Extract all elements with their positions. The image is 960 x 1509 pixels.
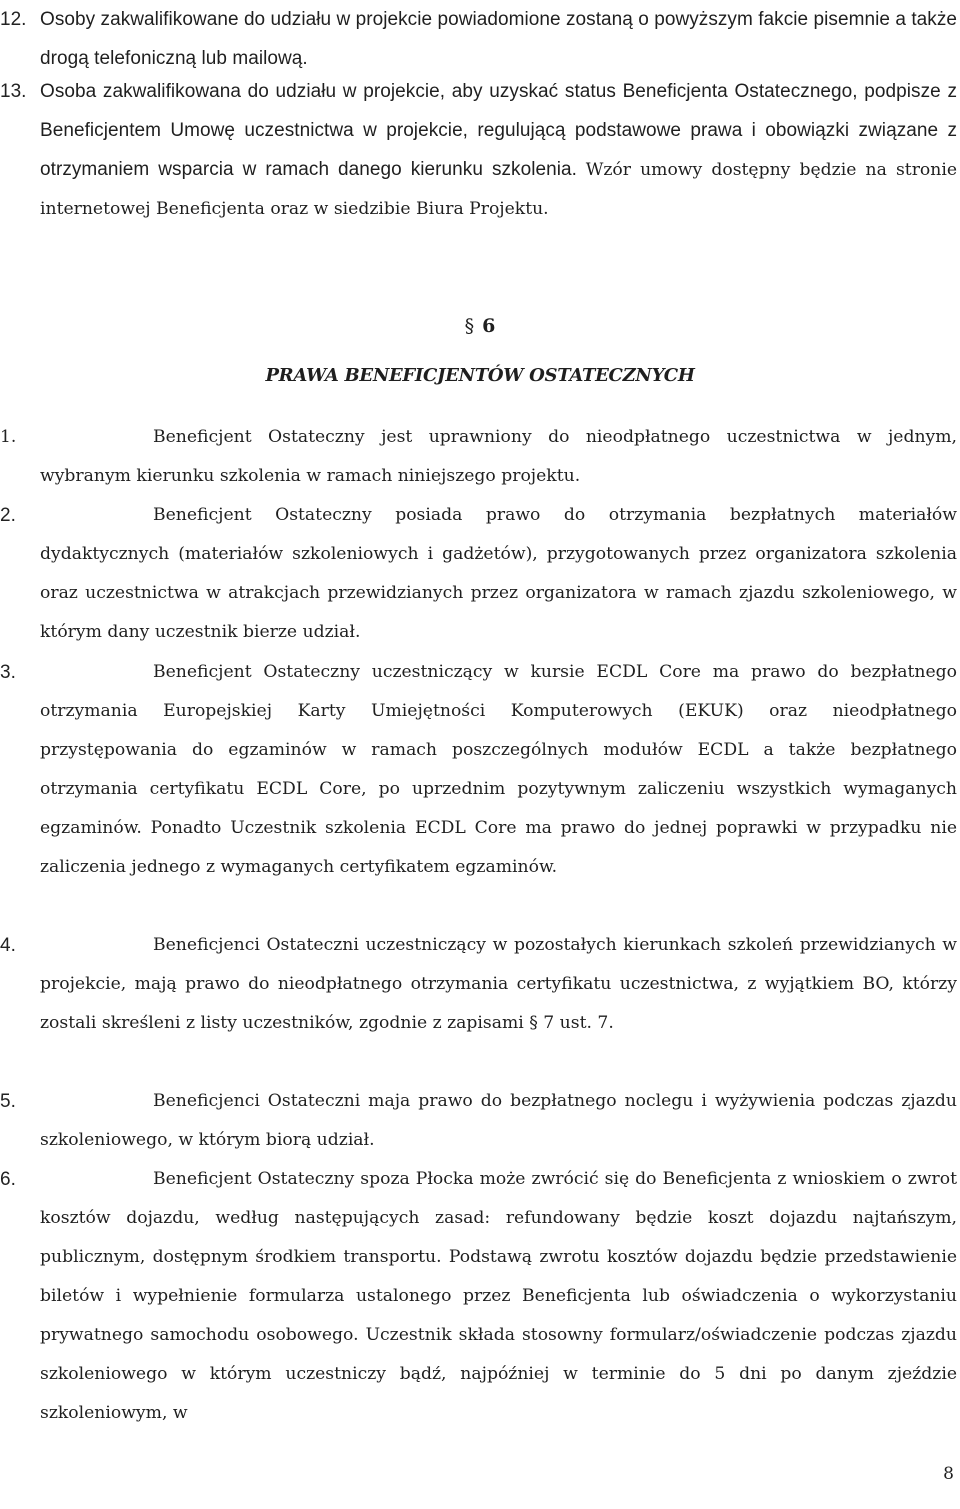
item-text: Beneficjenci Ostateczni uczestniczący w pozostałych kierunkach szkoleń przewidzianych w projekcie, mają prawo do nieodpłatnego otrzymania certyfikatu uczestnictwa, z wyjątkiem BO, którzy zostali skreśleni z listy uczestników, zgodnie z zapisami § 7 ust. 7. [40,935,957,1033]
item-text: Beneficjent Ostateczny spoza Płocka może zwrócić się do Beneficjenta z wnioskiem o zwrot kosztów dojazdu, według następujących zasad: refundowany będzie koszt dojazdu najtańszym, publicznym, dostępnym środkiem transportu. Podstawą zwrotu kosztów dojazdu będzie przedstawienie biletów i wypełnienie formularza ustalonego przez Beneficjenta lub oświadczenia o wykorzystaniu prywatnego samochodu osobowego. Uczestnik składa stosowny formularz/oświadczenie podczas zjazdu szkoleniowego w którym uczestniczy bądź, najpóźniej w terminie do 5 dni po danym zjeździe szkoleniowym, w [40,1169,957,1423]
section-symbol: § [464,315,475,337]
item-text: Beneficjent Ostateczny uczestniczący w kursie ECDL Core ma prawo do bezpłatnego otrzymania Europejskiej Karty Umiejętności Komputerowych (EKUK) oraz nieodpłatnego przystępowania do egzaminów w ramach poszczególnych modułów ECDL a także bezpłatnego otrzymania certyfikatu ECDL Core, po uprzednim pozytywnym zaliczeniu wszystkich wymaganych egzaminów. Ponadto Uczestnik szkolenia ECDL Core ma prawo do jednej poprawki w przypadku nie zaliczenia jednego z wymaganych certyfikatem egzaminów. [40,662,957,877]
list-item [0,1160,960,1433]
item-number: 2. [0,505,16,526]
list-item [0,72,960,229]
item-text: Osoba zakwalifikowana do udziału w projekcie, aby uzyskać status Beneficjenta Ostatecznego, podpisze z Beneficjentem Umowę uczestnictwa w projekcie, regulującą podstawowe prawa i obowiązki związane z otrzymaniem wsparcia w ramach danego kierunku szkolenia. [40,81,957,180]
item-text: Beneficjent Ostateczny posiada prawo do otrzymania bezpłatnych materiałów dydaktycznych (materiałów szkoleniowych i gadżetów), przygotowanych przez organizatora szkolenia oraz uczestnictwa w atrakcjach przewidzianych przez organizatora w ramach zjazdu szkoleniowego, w którym dany uczestnik bierze udział. [40,505,957,642]
section-number [0,306,960,346]
item-number: 13. [0,81,27,102]
item-text-tail: Wzór umowy dostępny będzie na stronie internetowej Beneficjenta oraz w siedzibie Biura Projektu. [40,160,957,219]
item-number: 4. [0,935,16,956]
item-number: 5. [0,1091,16,1112]
item-number: 1. [0,427,17,447]
page-number: 8 [943,1464,954,1484]
item-text: Osoby zakwalifikowane do udziału w projekcie powiadomione zostaną o powyższym fakcie pisemnie a także drogą telefoniczną lub mailową. [40,9,957,69]
list-item [0,418,960,496]
list-item [0,0,960,78]
list-item [0,926,960,1043]
list-item [0,496,960,652]
item-number: 3. [0,662,16,683]
item-number: 6. [0,1169,16,1190]
item-number: 12. [0,9,27,30]
list-item [0,653,960,887]
list-item [0,1082,960,1160]
section-number-value: 6 [482,315,496,337]
item-text: Beneficjenci Ostateczni maja prawo do bezpłatnego noclegu i wyżywienia podczas zjazdu szkoleniowego, w którym biorą udział. [40,1091,957,1150]
section-title: PRAWA BENEFICJENTÓW OSTATECZNYCH [265,365,695,386]
item-text: Beneficjent Ostateczny jest uprawniony do nieodpłatnego uczestnictwa w jednym, wybranym kierunku szkolenia w ramach niniejszego projektu. [40,427,957,486]
